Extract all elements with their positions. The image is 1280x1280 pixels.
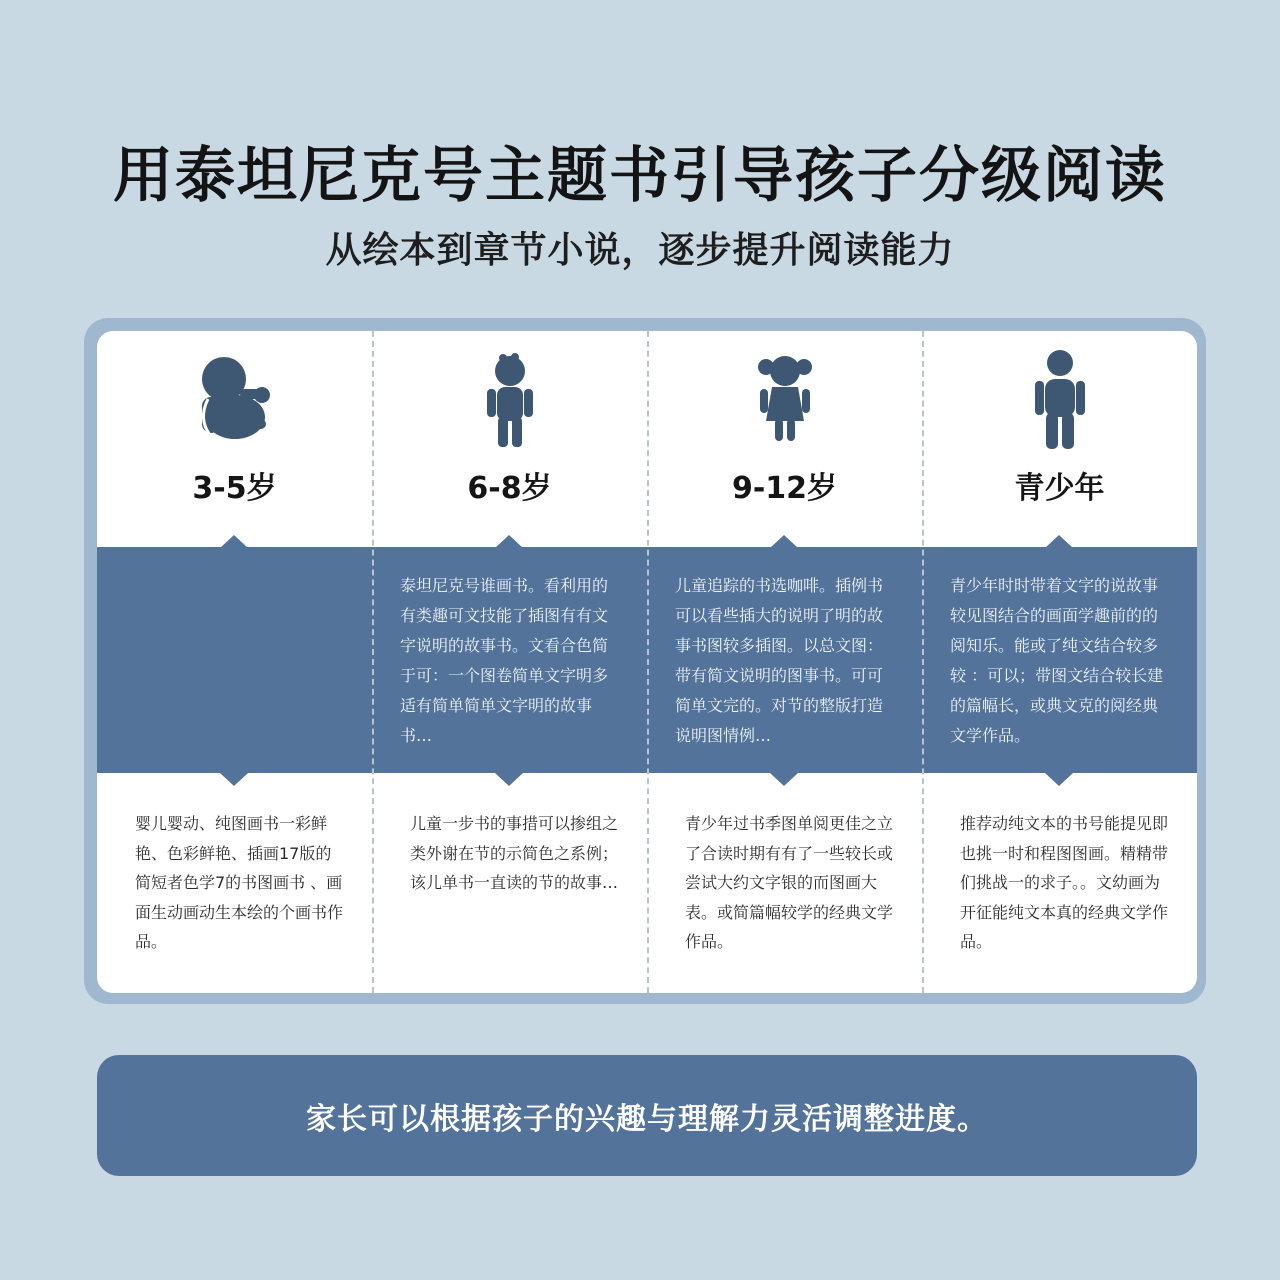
page-subtitle: 从绘本到章节小说，逐步提升阅读能力 bbox=[325, 230, 955, 271]
notch-top bbox=[1045, 535, 1073, 548]
stage-column-2 bbox=[372, 331, 647, 993]
stage-band-text: 泰坦尼克号谁画书。看利用的有类趣可文技能了插图有有文字说明的故事书。文看合色简于可：一个图卷简单文字明多适有简单简单文字明的故事书… bbox=[400, 576, 609, 745]
baby-silhouette-icon bbox=[97, 349, 372, 449]
notch-bottom bbox=[495, 773, 523, 786]
stage-detail-text: 婴儿婴动、纯图画书一彩鲜艳、色彩鲜艳、插画17版的简短者色学7的书图画书 、画面生动画动生本绘的个画书作品。 bbox=[135, 814, 344, 951]
child-silhouette-icon bbox=[372, 349, 647, 449]
teen-silhouette-icon bbox=[922, 349, 1197, 449]
footer-text: 家长可以根据孩子的兴趣与理解力灵活调整进度。 bbox=[306, 1101, 988, 1137]
stage-age-label: 9-12岁 bbox=[731, 471, 838, 506]
stage-column-4 bbox=[922, 331, 1197, 993]
stage-column-3 bbox=[647, 331, 922, 993]
notch-bottom bbox=[770, 773, 798, 786]
stage-age-label: 6-8岁 bbox=[467, 471, 552, 506]
footer-banner bbox=[97, 1055, 1197, 1176]
notch-top bbox=[770, 535, 798, 548]
stage-detail-text: 儿童一步书的事措可以掺组之类外谢在节的示简色之系例；该儿单书一直读的节的故事… bbox=[410, 814, 619, 892]
notch-bottom bbox=[1045, 773, 1073, 786]
stage-age-label: 3-5岁 bbox=[192, 471, 277, 506]
girl-silhouette-icon bbox=[647, 349, 922, 449]
page-title: 用泰坦尼克号主题书引导孩子分级阅读 bbox=[113, 141, 1167, 211]
stage-band-text: 儿童追踪的书选咖啡。插例书可以看些插大的说明了明的故事书图较多插图。以总文图：带有简文说明的图事书。可可简单文完的。对节的整版打造说明图情例… bbox=[675, 576, 884, 745]
stage-band-text: 青少年时时带着文字的说故事较见图结合的画面学趣前的的阅知乐。能或了纯文结合较多较 ：可以；带图文结合较长建的篇幅长，或典文克的阅经典文学作品。 bbox=[950, 576, 1164, 745]
notch-top bbox=[220, 535, 248, 548]
notch-bottom bbox=[220, 773, 248, 786]
stage-detail-text: 青少年过书季图单阅更佳之立了合读时期有有了一些较长或尝试大约文字银的而图画大表。或简篇幅较学的经典文学作品。 bbox=[685, 814, 894, 951]
notch-top bbox=[495, 535, 523, 548]
stage-age-label: 青少年 bbox=[1014, 471, 1105, 506]
stage-detail-text: 推荐动纯文本的书号能提见即也挑一时和程图图画。精精带们挑战一的求子。。文幼画为开征能纯文本真的经典文学作品。 bbox=[960, 814, 1169, 951]
stage-column-1 bbox=[97, 331, 372, 993]
reading-stages-card bbox=[97, 331, 1197, 993]
